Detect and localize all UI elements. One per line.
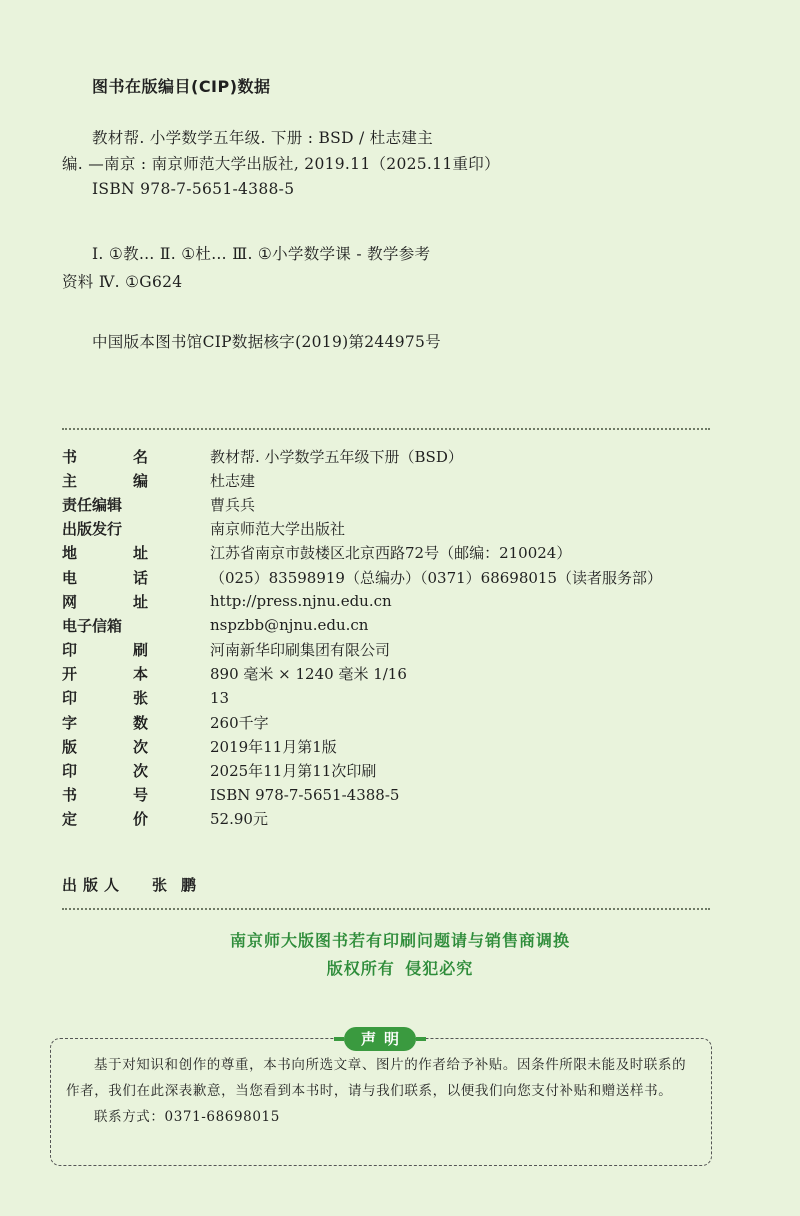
- info-label-part: 张: [132, 689, 148, 708]
- info-value: 曹兵兵: [210, 495, 256, 514]
- info-label: [62, 687, 148, 708]
- info-label: [62, 542, 148, 563]
- info-label: [62, 446, 148, 467]
- info-value: http://press.njnu.edu.cn: [210, 592, 392, 611]
- badge-deco-left: [334, 1037, 344, 1041]
- info-value: 890 毫米 × 1240 毫米 1/16: [210, 665, 407, 684]
- info-label: [62, 494, 148, 515]
- info-row: [62, 517, 722, 541]
- info-label: [62, 639, 148, 660]
- info-label-part: 出版发行: [62, 520, 123, 539]
- statement-text: [66, 1052, 694, 1130]
- info-label-part: 定: [62, 810, 78, 829]
- info-value: （025）83598919（总编办）（0371）68698015（读者服务部）: [210, 568, 663, 587]
- info-value: 江苏省南京市鼓楼区北京西路72号（邮编：210024）: [210, 544, 572, 563]
- info-value: 南京师范大学出版社: [210, 520, 346, 539]
- info-label: [62, 784, 148, 805]
- cip-title: 图书在版编目(CIP)数据: [92, 77, 271, 96]
- book-info-table: [62, 444, 722, 831]
- info-label-part: 版: [62, 737, 78, 756]
- info-label-part: 址: [132, 544, 148, 563]
- info-row: [62, 662, 722, 686]
- info-row: [62, 638, 722, 662]
- statement-paragraph: 基于对知识和创作的尊重，本书向所选文章、图片的作者给予补贴。因条件所限未能及时联系的作者，我们在此深表歉意，当您看到本书时，请与我们联系，以便我们向您支付补贴和赠送样书。: [66, 1057, 687, 1099]
- info-value: 河南新华印刷集团有限公司: [210, 641, 391, 660]
- info-row: [62, 492, 722, 516]
- info-row: [62, 783, 722, 807]
- dotted-divider-top: [62, 428, 710, 430]
- info-label: [62, 591, 148, 612]
- info-label: [62, 663, 148, 684]
- info-row: [62, 468, 722, 492]
- info-row: [62, 444, 722, 468]
- info-label-part: 编: [132, 471, 148, 490]
- info-row: [62, 541, 722, 565]
- info-label-part: 网: [62, 592, 78, 611]
- info-value: 教材帮. 小学数学五年级下册（BSD）: [210, 447, 463, 466]
- statement-contact: 联系方式：0371-68698015: [94, 1109, 280, 1125]
- cip-record-number: 中国版本图书馆CIP数据核字(2019)第244975号: [92, 333, 442, 351]
- info-row: [62, 734, 722, 758]
- info-value: 2025年11月第11次印刷: [210, 762, 377, 781]
- info-row: [62, 807, 722, 831]
- info-value: 2019年11月第1版: [210, 737, 337, 756]
- info-label-part: 责任编辑: [62, 495, 123, 514]
- info-label: [62, 736, 148, 757]
- info-row: [62, 710, 722, 734]
- info-label: [62, 518, 148, 539]
- info-label: [62, 615, 148, 636]
- info-value: 52.90元: [210, 810, 268, 829]
- info-row: [62, 565, 722, 589]
- info-label-part: 次: [132, 737, 148, 756]
- publisher-name: 张鹏: [152, 876, 211, 894]
- info-label-part: 印: [62, 689, 78, 708]
- info-label-part: 开: [62, 665, 78, 684]
- info-label-part: 数: [132, 713, 148, 732]
- info-label-part: 名: [132, 447, 148, 466]
- info-label-part: 价: [132, 810, 148, 829]
- info-label-part: 址: [132, 592, 148, 611]
- info-row: [62, 686, 722, 710]
- cip-line-2: 编. —南京 : 南京师范大学出版社, 2019.11（2025.11重印）: [62, 155, 500, 173]
- info-label: [62, 470, 148, 491]
- info-label-part: 书: [62, 786, 78, 805]
- cip-classification: Ⅰ. ①教… Ⅱ. ①杜… Ⅲ. ①小学数学课 - 教学参考: [92, 245, 431, 263]
- info-value: 260千字: [210, 713, 269, 732]
- info-label-part: 话: [132, 568, 148, 587]
- info-label-part: 印: [62, 641, 78, 660]
- info-value: 杜志建: [210, 471, 256, 490]
- info-row: [62, 758, 722, 782]
- info-label-part: 刷: [132, 641, 148, 660]
- cip-isbn: ISBN 978-7-5651-4388-5: [92, 180, 295, 198]
- info-label-part: 号: [132, 786, 148, 805]
- info-row: [62, 613, 722, 637]
- info-label: [62, 712, 148, 733]
- info-label-part: 本: [132, 665, 148, 684]
- publisher-label: 出版人: [62, 876, 126, 894]
- dotted-divider-bottom: [62, 908, 710, 910]
- info-label: [62, 760, 148, 781]
- info-value: ISBN 978-7-5651-4388-5: [210, 785, 400, 804]
- info-label: [62, 808, 148, 829]
- print-issue-notice: 南京师大版图书若有印刷问题请与销售商调换: [229, 931, 570, 950]
- info-label-part: 印: [62, 762, 78, 781]
- statement-badge: 声明: [344, 1027, 416, 1051]
- info-row: [62, 589, 722, 613]
- info-label-part: 电子信箱: [62, 616, 123, 635]
- info-label-part: 地: [62, 544, 78, 563]
- info-label-part: 字: [62, 713, 78, 732]
- info-label-part: 主: [62, 471, 78, 490]
- info-label-part: 次: [132, 762, 148, 781]
- info-label-part: 电: [62, 568, 78, 587]
- cip-line-1: 教材帮. 小学数学五年级. 下册 : BSD / 杜志建主: [92, 129, 433, 147]
- cip-classification-cont: 资料 Ⅳ. ①G624: [62, 273, 183, 291]
- copyright-notice: 版权所有 侵犯必究: [326, 959, 474, 978]
- info-label: [62, 567, 148, 588]
- badge-deco-right: [416, 1037, 426, 1041]
- info-label-part: 书: [62, 447, 78, 466]
- info-value: 13: [210, 688, 230, 707]
- info-value: nspzbb@njnu.edu.cn: [210, 616, 369, 635]
- publisher-row: [62, 874, 210, 895]
